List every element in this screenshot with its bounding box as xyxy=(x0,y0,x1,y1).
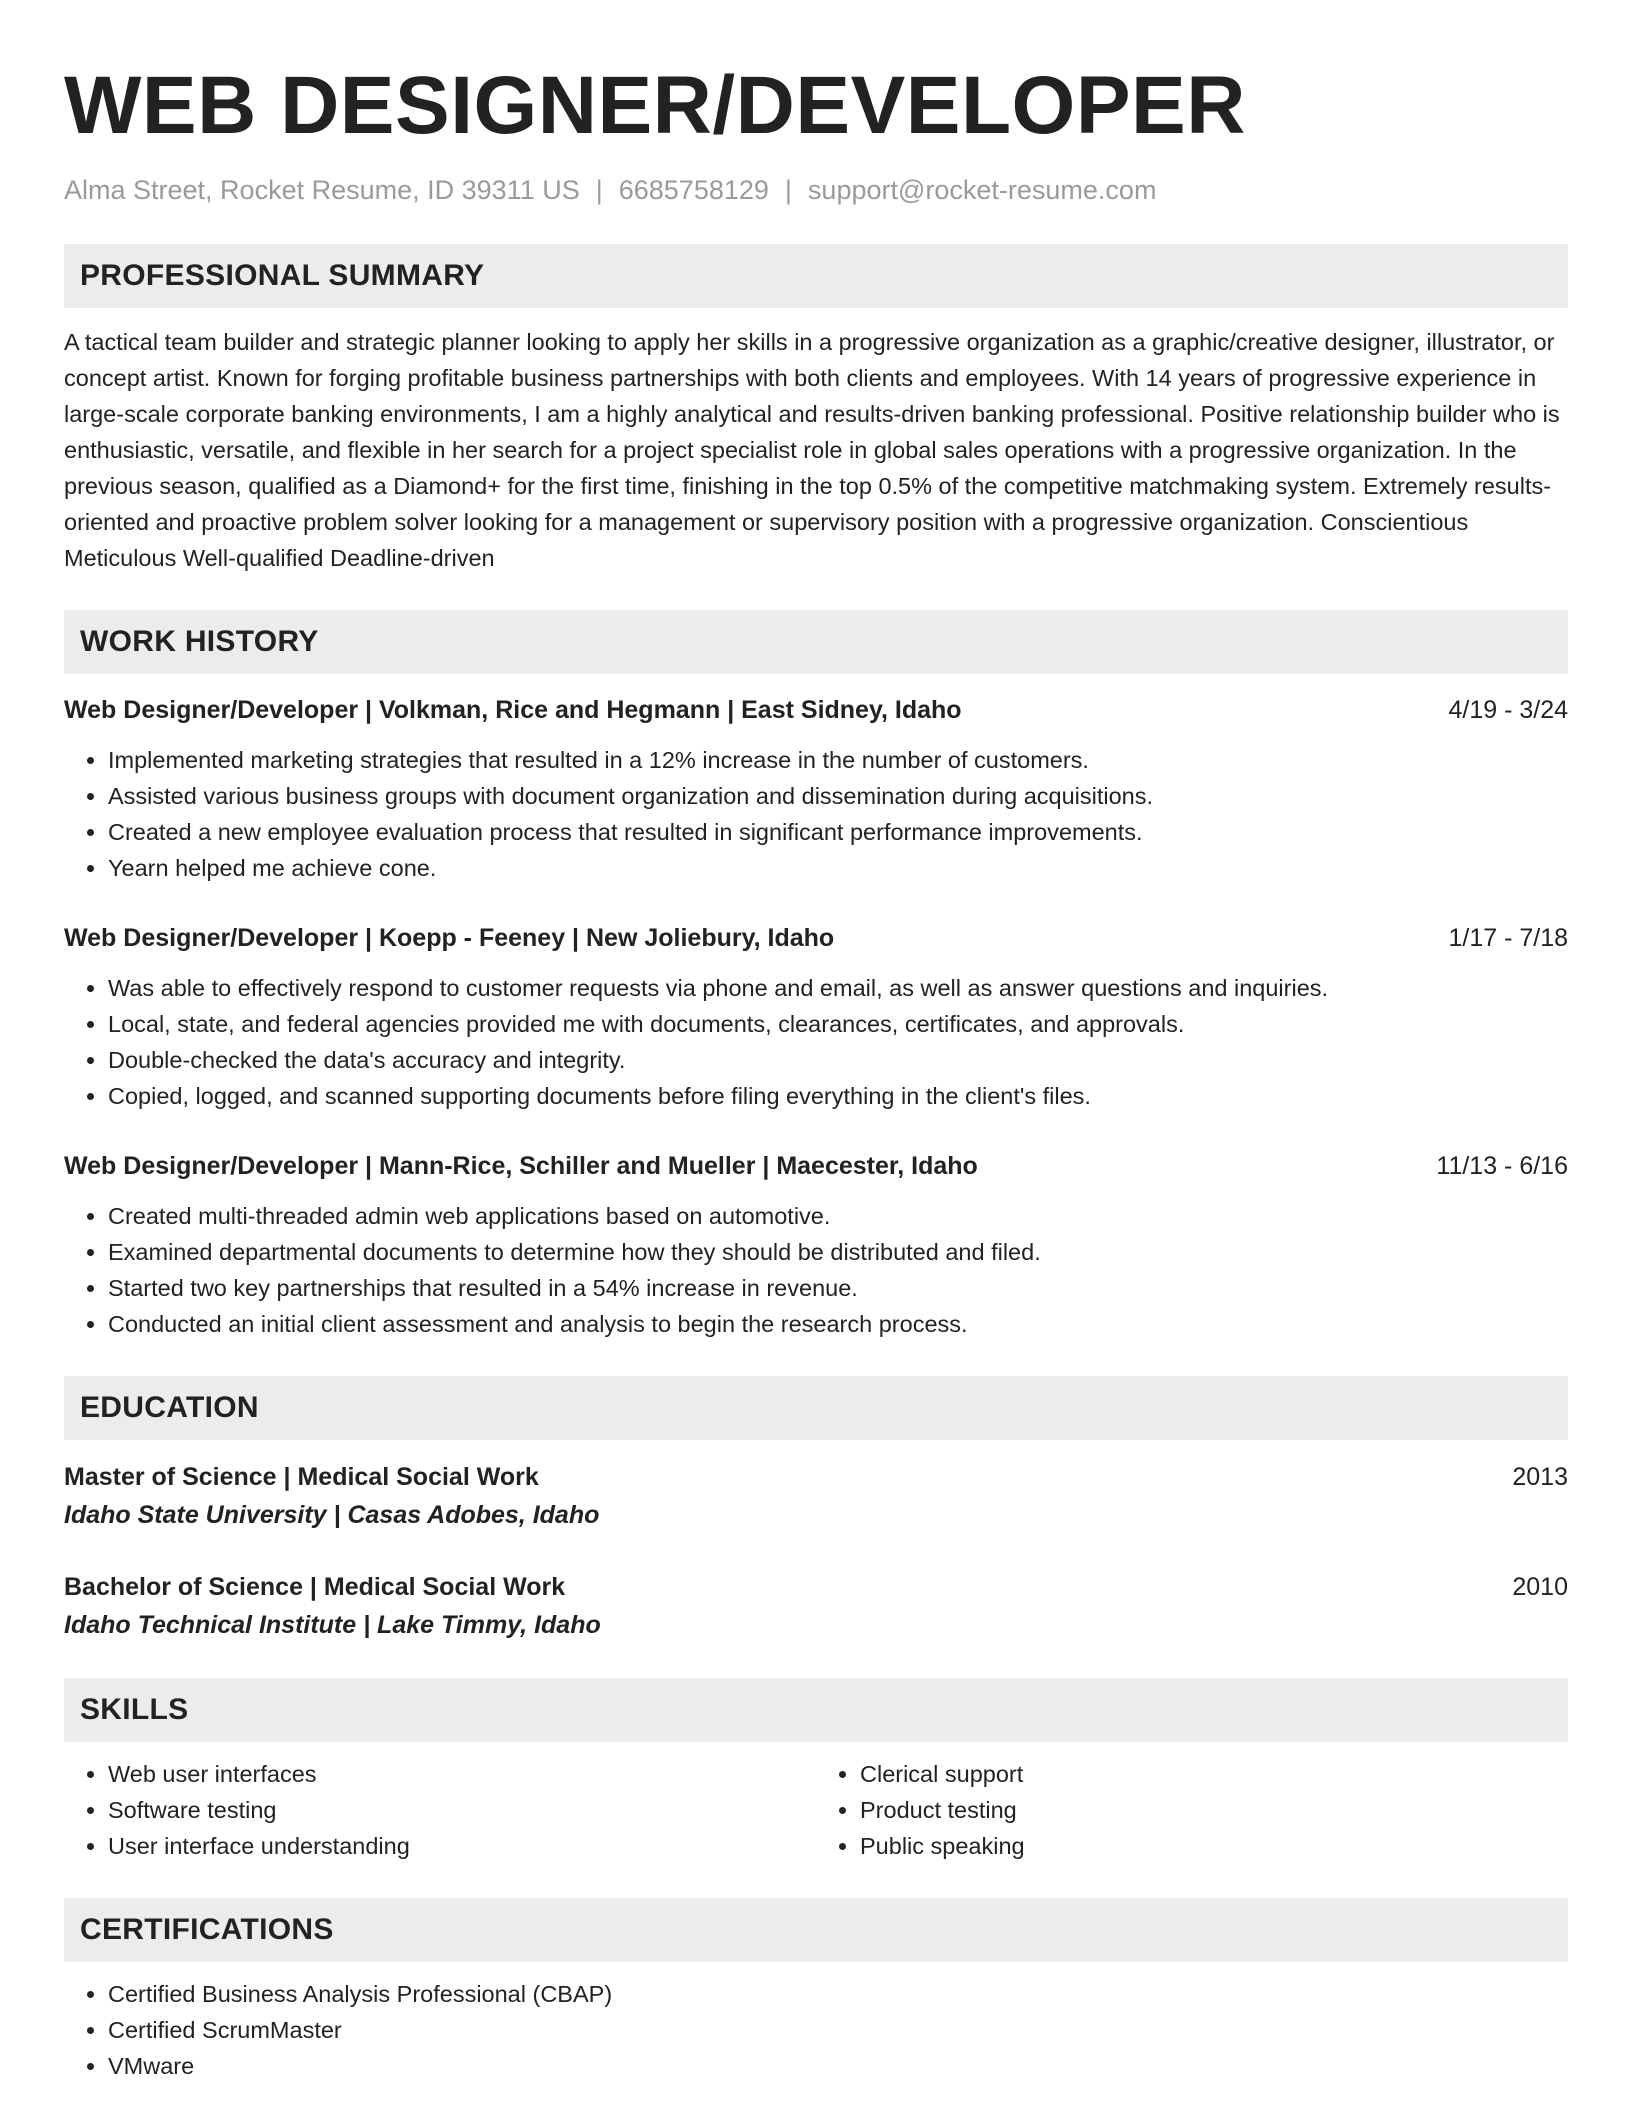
list-item: • Copied, logged, and scanned supporting documents before filing everything in the client's files. xyxy=(108,1078,1568,1114)
list-item: • User interface understanding xyxy=(108,1828,816,1864)
list-item: • Web user interfaces xyxy=(108,1756,816,1792)
contact-line xyxy=(64,170,1568,210)
list-item: • Yearn helped me achieve cone. xyxy=(108,850,1568,886)
job-bullets xyxy=(64,970,1568,1114)
skills-column-right xyxy=(816,1756,1568,1864)
education-degree: Master of Science | Medical Social Work xyxy=(64,1463,539,1491)
section-title: PROFESSIONAL SUMMARY xyxy=(80,259,485,292)
job-dates: 11/13 - 6/16 xyxy=(1436,1152,1568,1180)
section-header-certifications xyxy=(64,1898,1568,1962)
list-item: • Was able to effectively respond to customer requests via phone and email, as well as answer questions and inquiries. xyxy=(108,970,1568,1006)
section-header-skills xyxy=(64,1678,1568,1742)
list-item: • Software testing xyxy=(108,1792,816,1828)
summary-text: A tactical team builder and strategic planner looking to apply her skills in a progressive organization as a graphic/creative designer, illustrator, or concept artist. Known for forging profitable business partnerships with both clients and employees. With 14 years of progressive experience in large-scale corporate banking environments, I am a highly analytical and results-driven banking professional. Positive relationship builder who is enthusiastic, versatile, and flexible in her search for a project specialist role in global sales operations with a progressive organization. In the previous season, qualified as a Diamond+ for the first time, finishing in the top 0.5% of the competitive matchmaking system. Extremely results-oriented and proactive problem solver looking for a management or supervisory position with a progressive organization. Conscientious Meticulous Well-qualified Deadline-driven xyxy=(64,329,1560,571)
contact-email: support@rocket-resume.com xyxy=(807,175,1157,205)
list-item: • Certified ScrumMaster xyxy=(108,2012,1568,2048)
section-header-summary xyxy=(64,244,1568,308)
education-school: Idaho Technical Institute | Lake Timmy, Idaho xyxy=(64,1611,601,1639)
education-year: 2013 xyxy=(1512,1463,1568,1491)
education-degree: Bachelor of Science | Medical Social Work xyxy=(64,1573,566,1601)
section-header-work-history xyxy=(64,610,1568,674)
contact-separator: | xyxy=(595,175,603,205)
list-item: • Implemented marketing strategies that resulted in a 12% increase in the number of customers. xyxy=(108,742,1568,778)
education-entry xyxy=(64,1458,1568,1534)
job-title: Web Designer/Developer | Koepp - Feeney | New Joliebury, Idaho xyxy=(64,924,835,952)
job-bullets xyxy=(64,742,1568,886)
contact-separator: | xyxy=(784,175,792,205)
job-dates: 4/19 - 3/24 xyxy=(1448,696,1568,724)
contact-address: Alma Street, Rocket Resume, ID 39311 US xyxy=(64,175,580,205)
list-item: • Examined departmental documents to determine how they should be distributed and filed. xyxy=(108,1234,1568,1270)
list-item: • Created multi-threaded admin web applications based on automotive. xyxy=(108,1198,1568,1234)
skills-column-left xyxy=(64,1756,816,1864)
job-bullets xyxy=(64,1198,1568,1342)
contact-phone: 6685758129 xyxy=(618,175,769,205)
education-entry xyxy=(64,1568,1568,1644)
section-title: SKILLS xyxy=(80,1693,189,1726)
list-item: • Double-checked the data's accuracy and integrity. xyxy=(108,1042,1568,1078)
resume-name: WEB DESIGNER/DEVELOPER xyxy=(64,60,1246,151)
section-title: WORK HISTORY xyxy=(80,625,319,658)
job-entry xyxy=(64,920,1568,1114)
list-item: • Started two key partnerships that resulted in a 54% increase in revenue. xyxy=(108,1270,1568,1306)
list-item: • Public speaking xyxy=(860,1828,1568,1864)
list-item: • Created a new employee evaluation process that resulted in significant performance improvements. xyxy=(108,814,1568,850)
list-item: • Clerical support xyxy=(860,1756,1568,1792)
job-entry xyxy=(64,1148,1568,1342)
skills-list xyxy=(64,1756,1568,1864)
list-item: • Conducted an initial client assessment and analysis to begin the research process. xyxy=(108,1306,1568,1342)
job-title: Web Designer/Developer | Volkman, Rice and Hegmann | East Sidney, Idaho xyxy=(64,696,962,724)
section-title: EDUCATION xyxy=(80,1391,259,1424)
list-item: • VMware xyxy=(108,2048,1568,2084)
list-item: • Local, state, and federal agencies provided me with documents, clearances, certificates, and approvals. xyxy=(108,1006,1568,1042)
job-dates: 1/17 - 7/18 xyxy=(1448,924,1568,952)
list-item: • Certified Business Analysis Professional (CBAP) xyxy=(108,1976,1568,2012)
job-title: Web Designer/Developer | Mann-Rice, Schiller and Mueller | Maecester, Idaho xyxy=(64,1152,978,1180)
section-title: CERTIFICATIONS xyxy=(80,1913,334,1946)
list-item: • Product testing xyxy=(860,1792,1568,1828)
education-year: 2010 xyxy=(1512,1573,1568,1601)
education-school: Idaho State University | Casas Adobes, Idaho xyxy=(64,1501,600,1529)
certifications-list xyxy=(64,1976,1568,2084)
section-header-education xyxy=(64,1376,1568,1440)
list-item: • Assisted various business groups with document organization and dissemination during acquisitions. xyxy=(108,778,1568,814)
job-entry xyxy=(64,692,1568,886)
